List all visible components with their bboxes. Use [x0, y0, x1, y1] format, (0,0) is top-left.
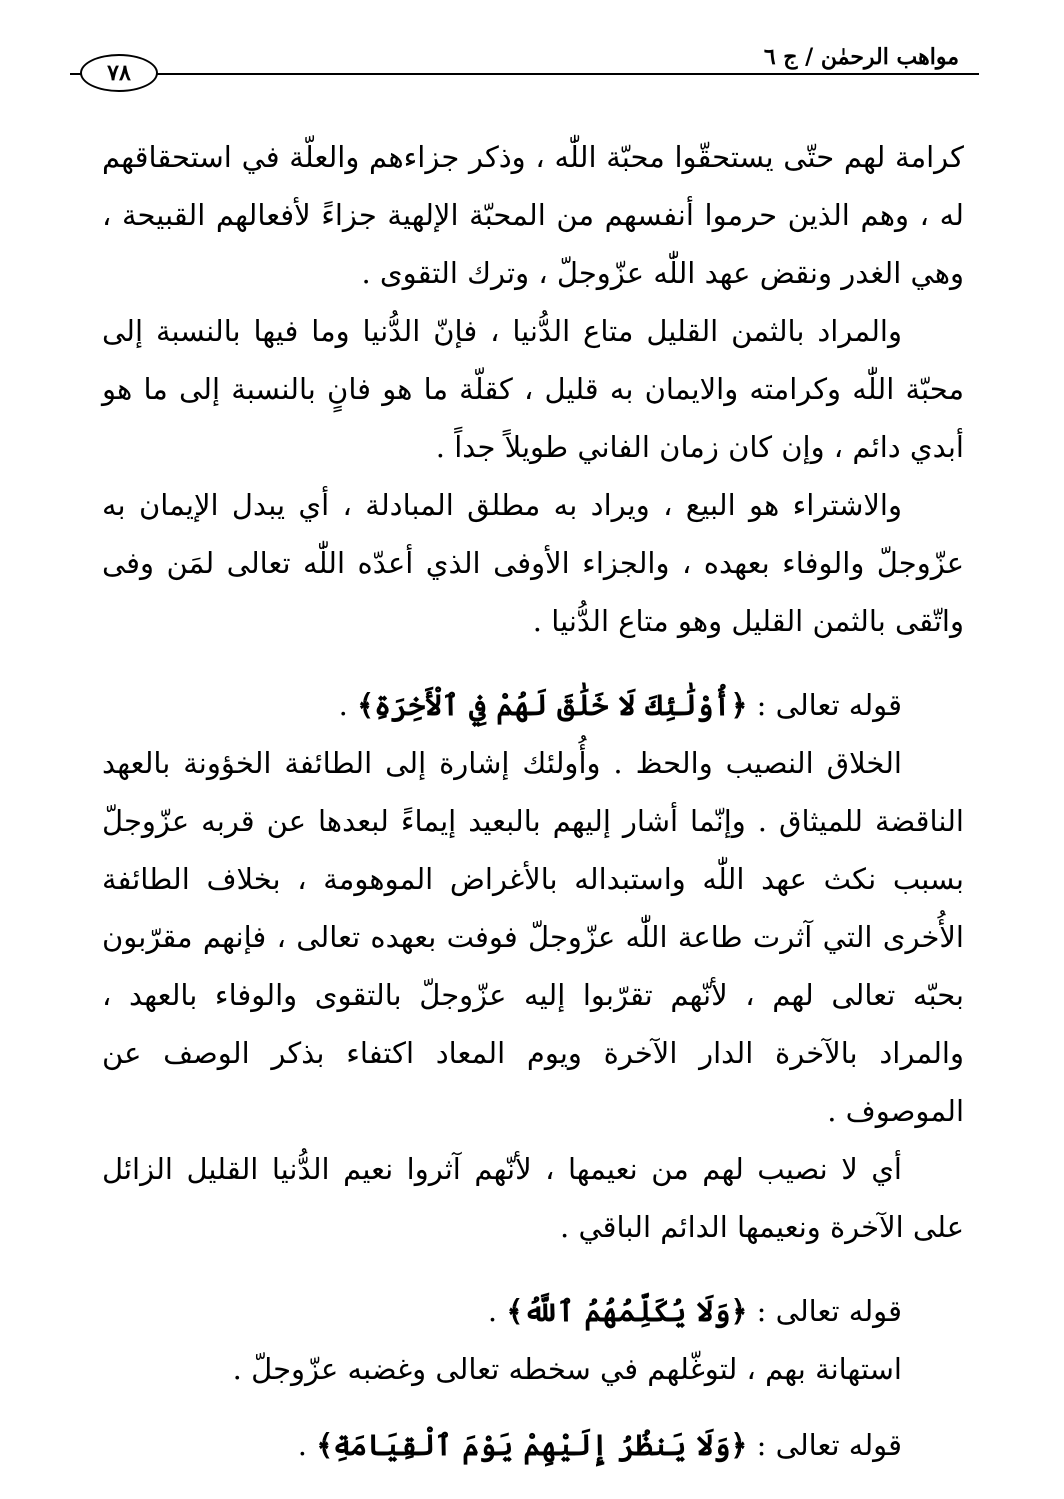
- paragraph: والمراد بالثمن القليل متاع الدُّنيا ، فإنّ الدُّنيا وما فيها بالنسبة إلى محبّة اللّٰه وكرامته والايمان به قليل ، كقلّة ما هو فانٍ بالنسبة إلى ما هو أبدي دائم ، وإن كان زمان الفاني طويلاً جداً .: [102, 314, 964, 464]
- running-title: مواهب الرحمٰن / ج ٦: [763, 44, 959, 70]
- verse-intro: قوله تعالى :: [747, 1428, 902, 1462]
- verse-heading: [102, 1416, 964, 1474]
- paragraph: والاشتراء هو البيع ، ويراد به مطلق المبادلة ، أي يبدل الإيمان به عزّوجلّ والوفاء بعهده ، والجزاء الأوفى الذي أعدّه اللّٰه تعالى لمَن وفى واتّقى بالثمن القليل وهو متاع الدُّنيا .: [102, 488, 964, 638]
- page-body: [102, 128, 964, 1474]
- verse-end: .: [338, 688, 358, 722]
- verse-end: .: [297, 1428, 317, 1462]
- paragraph: كرامة لهم حتّى يستحقّوا محبّة اللّٰه ، وذكر جزاءهم والعلّة في استحقاقهم له ، وهم الذين حرموا أنفسهم من المحبّة الإلهية جزاءً لأفعالهم القبيحة ، وهي الغدر ونقض عهد اللّٰه عزّوجلّ ، وترك التقوى .: [102, 140, 964, 290]
- page-header: [70, 40, 979, 92]
- verse-intro: قوله تعالى :: [747, 1294, 902, 1328]
- page-number: ٧٨: [80, 54, 158, 92]
- paragraph: الخلاق النصيب والحظ . وأُولئك إشارة إلى الطائفة الخؤونة بالعهد الناقضة للميثاق . وإنّما أشار إليهم بالبعيد إيماءً لبعدها عن قربه عزّوجلّ بسبب نكث عهد اللّٰه واستبداله بالأغراض الموهومة ، بخلاف الطائفة الأُخرى التي آثرت طاعة اللّٰه عزّوجلّ فوفت بعهده تعالى ، فإنهم مقرّبون بحبّه تعالى لهم ، لأنّهم تقرّبوا إليه عزّوجلّ بالتقوى والوفاء بالعهد ، والمراد بالآخرة الدار الآخرة ويوم المعاد اكتفاء بذكر الوصف عن الموصوف .: [102, 746, 964, 1128]
- verse-intro: قوله تعالى :: [747, 688, 902, 722]
- quran-verse: ﴿وَلَا يَنظُرُ إِلَيْهِمْ يَوْمَ ٱلْقِيَامَةِ﴾: [316, 1428, 748, 1462]
- paragraph: أي لا نصيب لهم من نعيمها ، لأنّهم آثروا نعيم الدُّنيا القليل الزائل على الآخرة ونعيمها الدائم الباقي .: [102, 1152, 964, 1244]
- header-rule: [70, 73, 979, 75]
- verse-heading: [102, 1282, 964, 1340]
- paragraph: استهانة بهم ، لتوغّلهم في سخطه تعالى وغضبه عزّوجلّ .: [232, 1352, 902, 1386]
- quran-verse: ﴿وَلَا يُكَلِّمُهُمُ ٱللَّهُ﴾: [506, 1294, 748, 1328]
- verse-heading: [102, 676, 964, 734]
- quran-verse: ﴿أُوْلَٰئِكَ لَا خَلَٰقَ لَهُمْ فِي ٱلْأَخِرَةِ﴾: [357, 688, 748, 722]
- verse-end: .: [487, 1294, 507, 1328]
